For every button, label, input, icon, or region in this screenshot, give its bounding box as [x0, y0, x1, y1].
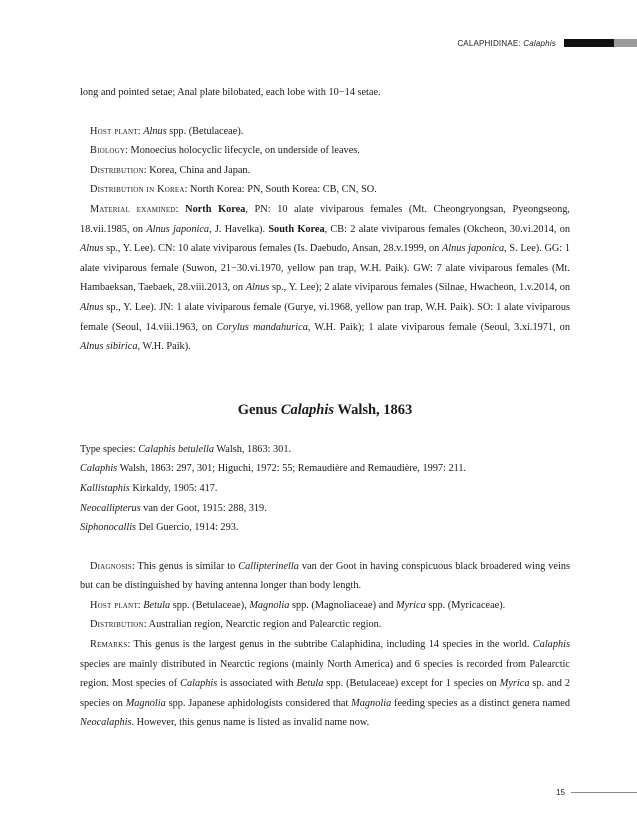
host-plant-label: Host plant [90, 125, 138, 137]
header-section: CALAPHIDINAE: [457, 38, 521, 48]
distribution-korea-entry [80, 180, 570, 200]
material-taxon: Alnus japonica [442, 243, 505, 255]
synonym-citation: Walsh, 1863: 297, 301; Higuchi, 1972: 55; Remaudière and Remaudière, 1997: 211. [117, 463, 467, 475]
type-species-name: Calaphis betulella [138, 443, 214, 455]
running-header-text [457, 39, 556, 48]
remarks-taxon: Calaphis [532, 639, 570, 651]
material-text: , S. Lee). GG: 1 alate viviparous female (Suwon, 21−30.vi.1970, yellow pan trap, W.H. Paik). GW: 7 alate viviparous females (Mt. Hambaeksan, Taebaek, 28.viii.2013, on [80, 243, 570, 294]
material-taxon: Alnus sibirica [80, 341, 138, 353]
material-text: sp., Y. Lee). CN: 10 alate viviparous females (Is. Daebudo, Ansan, 28.v.1999, on [103, 243, 442, 255]
remarks-taxon: Betula [296, 678, 324, 690]
remarks-text: feeding species as a distinct genera named [391, 697, 570, 709]
remarks-taxon: Myrica [499, 678, 530, 690]
remarks-taxon: Neocalaphis [80, 717, 132, 729]
remarks-taxon: Calaphis [180, 678, 218, 690]
material-text: , W.H. Paik). [137, 341, 191, 353]
remarks-text: spp. Japanese aphidologists considered that [165, 697, 352, 709]
header-bar-gray [614, 39, 637, 47]
host-plant-taxon: Magnolia [249, 599, 290, 611]
synonym-entry [80, 459, 570, 479]
material-text: , PN: 10 alate viviparous females (Mt. Cheongryongsan, Pyeongseong, 18.vii.1985, on [80, 203, 570, 235]
remarks-taxon: Magnolia [125, 697, 166, 709]
type-species [80, 440, 570, 460]
genus-heading [80, 399, 570, 421]
type-species-rest: Walsh, 1863: 301. [213, 443, 292, 455]
footer-rule [571, 792, 637, 793]
host-plant-text: : [137, 599, 144, 611]
host-plant-text: spp. (Betulaceae), [170, 599, 250, 611]
material-taxon: Alnus [80, 301, 104, 313]
material-text: , CB: 2 alate viviparous females (Okcheon, 30.vi.2014, on [324, 223, 570, 235]
diagnosis-text: van der Goot in having conspicuous black broadered wing veins but can be distinguished by having antenna longer than body length. [80, 560, 570, 592]
biology-text: : Monoecius holocyclic lifecycle, on underside of leaves. [125, 145, 360, 157]
spacer [80, 103, 570, 122]
material-text: , J. Havelka). [209, 223, 269, 235]
spacer [80, 357, 570, 399]
genus-heading-name: Calaphis [280, 401, 334, 418]
genus-distribution-label: Distribution [90, 619, 144, 631]
biology-label: Biology [90, 145, 126, 157]
distribution-korea-label: Distribution in Korea [90, 184, 185, 196]
material-text: sp., Y. Lee); 2 alate viviparous females (Silnae, Hwacheon, 1.v.2014, on [269, 282, 570, 294]
diagnosis-label: Diagnosis [90, 560, 132, 572]
genus-host-plant-entry [80, 596, 570, 616]
continuation-text: long and pointed setae; Anal plate bilobated, each lobe with 10−14 setae. [80, 87, 381, 98]
genus-heading-pre: Genus [237, 401, 281, 418]
synonym-name: Siphonocallis [80, 522, 137, 534]
remarks-text: : This genus is the largest genus in the subtribe Calaphidina, including 14 species in the world. [127, 639, 533, 651]
material-taxon: Corylus mandahurica [216, 321, 308, 333]
genus-heading-post: Walsh, 1863 [334, 401, 413, 418]
remarks-text: sp. and 2 species on [80, 678, 571, 709]
host-plant-entry: Host plant: Alnus spp. (Betulaceae). [90, 125, 244, 137]
material-text: , W.H. Paik); 1 alate viviparous female (Seoul, 3.xi.1971, on [307, 321, 570, 333]
type-species-label: Type species: [80, 443, 139, 455]
diagnosis-entry [80, 557, 570, 596]
remarks-label: Remarks [90, 639, 128, 651]
synonym-entry [80, 499, 570, 519]
material-examined-entry [80, 200, 570, 357]
remarks-text: species are mainly distributed in Nearctic regions (mainly North America) and 6 species is recorded from Palearctic region. Most species of [80, 658, 570, 690]
north-korea-label: North Korea [185, 203, 246, 215]
remarks-text: is associated with [217, 678, 297, 690]
distribution-korea-text: : North Korea: PN, South Korea: CB, CN, SO. [184, 184, 377, 196]
diagnosis-text: : This genus is similar to [131, 560, 239, 572]
biology-entry [80, 141, 570, 161]
remarks-text: . However, this genus name is listed as invalid name now. [131, 717, 370, 729]
synonym-entry [80, 518, 570, 538]
host-plant-rest: spp. (Betulaceae). [166, 125, 244, 137]
genus-host-plant-label: Host plant [90, 599, 138, 611]
spacer [80, 421, 570, 440]
synonym-entry [80, 479, 570, 499]
diagnosis-taxon: Callipterinella [238, 560, 299, 572]
synonym-citation: Del Guercio, 1914: 293. [136, 522, 239, 534]
distribution-entry [80, 161, 570, 181]
synonym-name: Calaphis [80, 463, 118, 475]
material-taxon: Alnus [245, 282, 270, 294]
host-plant-text: spp. (Magnoliaceae) and [289, 599, 397, 611]
host-plant-taxon: Myrica [396, 599, 426, 611]
material-examined-label: Material examined [90, 203, 176, 215]
page-number: 15 [556, 788, 565, 797]
spacer [80, 538, 570, 557]
remarks-entry [80, 635, 570, 733]
distribution-label: Distribution [90, 164, 144, 176]
host-plant-taxon: Betula [143, 599, 171, 611]
synonym-name: Neocallipterus [80, 502, 141, 514]
host-plant-genus: Alnus [143, 125, 167, 137]
remarks-text: spp. (Betulaceae) except for 1 species on [323, 678, 500, 690]
header-bar-black [564, 39, 614, 47]
page-body [80, 83, 570, 733]
material-text: sp., Y. Lee). JN: 1 alate viviparous female (Gurye, vi.1968, yellow pan trap, W.H. Paik). SO: 1 alate viviparous female (Seoul, 14.viii.1963, on [80, 301, 570, 333]
running-header [457, 37, 637, 49]
material-text: : [175, 203, 186, 215]
genus-distribution-entry [80, 615, 570, 635]
header-genus: Calaphis [523, 38, 556, 48]
host-plant-text: spp. (Myricaceae). [425, 599, 506, 611]
distribution-text: : Korea, China and Japan. [143, 164, 251, 176]
south-korea-label: South Korea [268, 223, 325, 235]
material-taxon: Alnus [80, 243, 104, 255]
remarks-taxon: Magnolia [351, 697, 392, 709]
synonym-citation: Kirkaldy, 1905: 417. [129, 482, 218, 494]
synonym-name: Kallistaphis [80, 482, 130, 494]
material-taxon: Alnus japonica [146, 223, 210, 235]
genus-distribution-text: : Australian region, Nearctic region and Palearctic region. [143, 619, 382, 631]
synonym-citation: van der Goot, 1915: 288, 319. [140, 502, 267, 514]
page-footer [556, 788, 637, 797]
